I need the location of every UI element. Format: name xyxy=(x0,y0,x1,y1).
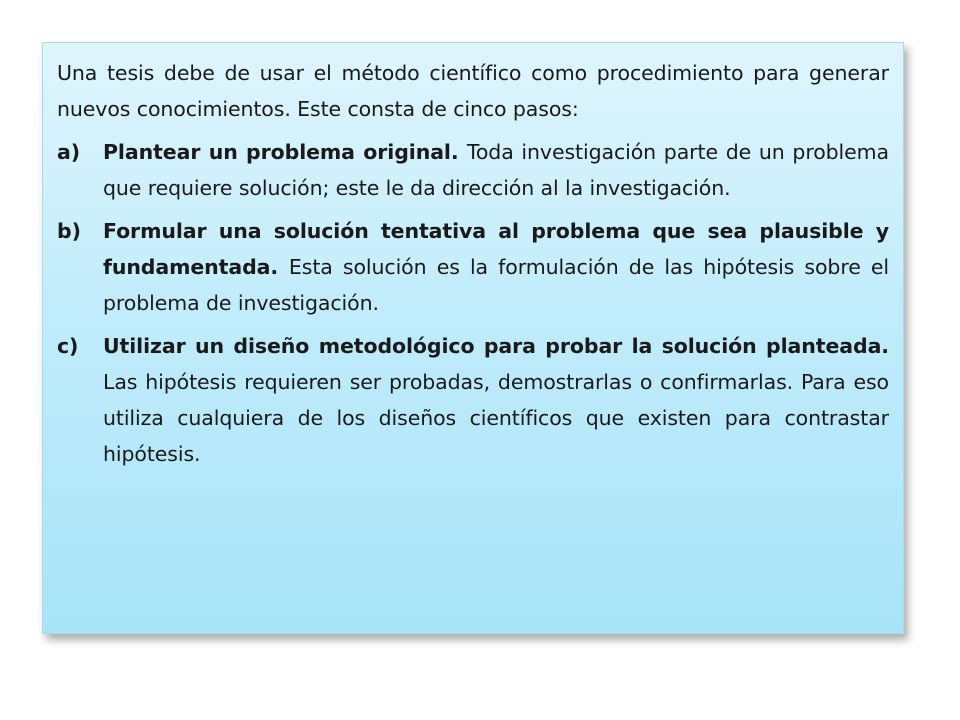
list-marker: c) xyxy=(57,334,79,358)
list-item-c xyxy=(57,328,889,472)
list-item-body xyxy=(103,328,889,472)
step-title: Utilizar un diseño metodológico para probar la solución planteada. xyxy=(103,334,889,358)
list-item-b xyxy=(57,213,889,321)
content-box xyxy=(42,42,904,634)
list-item-body xyxy=(103,134,889,206)
list-marker: a) xyxy=(57,140,81,164)
step-description: Las hipótesis requieren ser probadas, demostrarlas o confirmarlas. Para eso utiliza cualquiera de los diseños científicos que existen para contrastar hipótesis. xyxy=(103,370,889,466)
step-title: Plantear un problema original. xyxy=(103,140,467,164)
list-item-a xyxy=(57,134,889,206)
intro-paragraph: Una tesis debe de usar el método científico como procedimiento para generar nuevos conocimientos. Este consta de cinco pasos: xyxy=(57,61,889,121)
step-description: Toda investigación parte de un problema que requiere solución; este le da dirección al la investigación. xyxy=(103,140,889,200)
list-item-body xyxy=(103,213,889,321)
step-description: Esta solución es la formulación de las hipótesis sobre el problema de investigación. xyxy=(103,255,890,315)
list-marker: b) xyxy=(57,219,81,243)
step-title: Formular una solución tentativa al problema que sea plausible y fundamentada. xyxy=(103,219,889,279)
